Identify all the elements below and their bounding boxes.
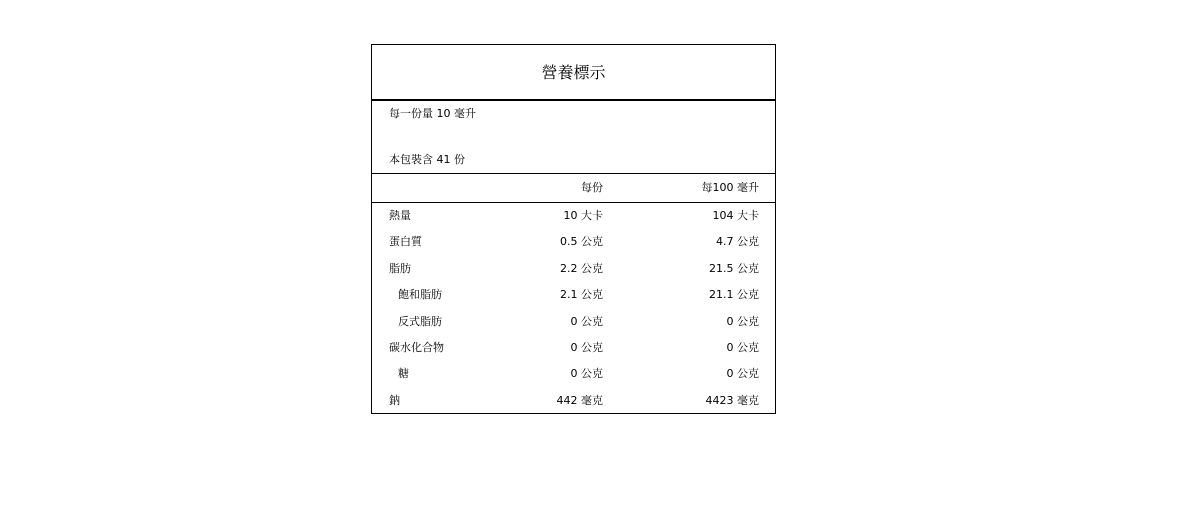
per-100-value: 104 大卡 xyxy=(712,209,759,222)
per-serving-value: 0.5 公克 xyxy=(560,235,603,249)
per-100-value: 0 公克 xyxy=(726,340,759,354)
nutrient-name: 反式脂肪 xyxy=(398,314,442,328)
per-100-value: 4423 毫克 xyxy=(705,393,759,407)
per-100-value: 0 公克 xyxy=(726,314,759,328)
per-100-value: 21.5 公克 xyxy=(709,261,759,275)
per-serving-value: 0 公克 xyxy=(570,367,603,381)
per-100-value: 21.1 公克 xyxy=(709,288,759,302)
label-title: 營養標示 xyxy=(541,63,606,82)
nutrient-rows xyxy=(372,203,775,414)
nutrient-row-sodium xyxy=(372,388,775,414)
per-serving-value: 0 公克 xyxy=(570,340,603,354)
nutrition-label xyxy=(371,44,776,414)
per-serving-value: 442 毫克 xyxy=(556,393,603,407)
serving-info xyxy=(372,101,775,174)
column-header-per-100ml: 每100 毫升 xyxy=(701,181,759,194)
nutrient-name: 脂肪 xyxy=(389,261,411,275)
per-serving-value: 2.2 公克 xyxy=(560,261,603,275)
nutrient-name: 鈉 xyxy=(389,393,400,407)
nutrient-name: 熱量 xyxy=(389,209,411,222)
nutrient-row-saturated-fat xyxy=(372,282,775,308)
per-100-value: 0 公克 xyxy=(726,367,759,381)
servings-per-package: 本包裝含 41 份 xyxy=(389,153,465,166)
per-100-value: 4.7 公克 xyxy=(716,235,759,249)
nutrient-row-sugar xyxy=(372,361,775,387)
nutrient-name: 飽和脂肪 xyxy=(398,288,442,302)
per-serving-value: 10 大卡 xyxy=(563,209,603,222)
per-serving-value: 0 公克 xyxy=(570,314,603,328)
nutrient-name: 蛋白質 xyxy=(389,235,422,249)
column-header-row xyxy=(372,174,775,203)
nutrient-row-energy xyxy=(372,203,775,229)
title-box xyxy=(372,45,775,101)
serving-size: 每一份量 10 毫升 xyxy=(389,107,476,120)
per-serving-value: 2.1 公克 xyxy=(560,288,603,302)
column-header-per-serving: 每份 xyxy=(581,181,603,194)
nutrient-name: 碳水化合物 xyxy=(389,340,444,354)
nutrient-name: 糖 xyxy=(398,367,409,381)
nutrient-row-trans-fat xyxy=(372,309,775,335)
nutrient-row-protein xyxy=(372,229,775,255)
nutrient-row-carbohydrate xyxy=(372,335,775,361)
nutrient-row-fat xyxy=(372,256,775,282)
